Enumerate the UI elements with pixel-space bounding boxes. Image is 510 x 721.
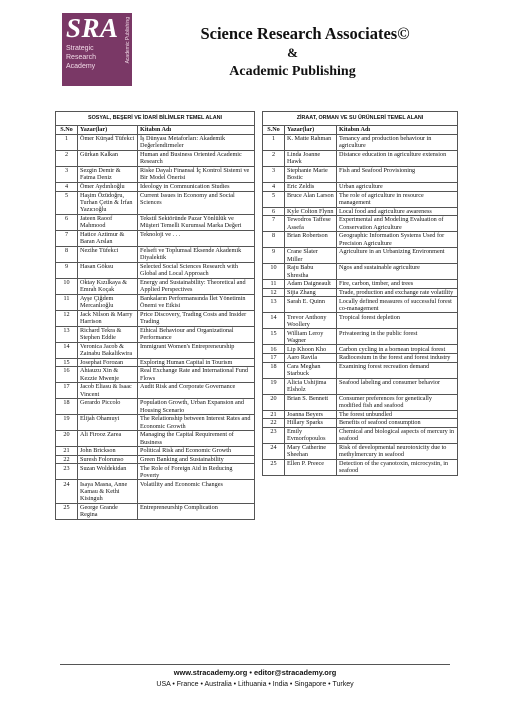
table-row (263, 191, 458, 207)
row-number: 9 (56, 262, 78, 278)
row-book-title: Benefits of seafood consumption (337, 419, 458, 428)
row-author: Gürkan Kalkan (78, 150, 138, 166)
row-book-title: Ethical Behaviour and Organizational Performance (138, 326, 255, 342)
column-header: Yazar(lar) (78, 126, 138, 135)
row-number: 16 (263, 345, 285, 354)
row-author: Linda Joanne Hawk (285, 150, 337, 166)
table-row (56, 294, 255, 310)
row-number: 3 (56, 166, 78, 182)
row-number: 12 (263, 288, 285, 297)
table-row (56, 150, 255, 166)
page-subtitle: Academic Publishing (229, 64, 356, 79)
column-header: Kitabın Adı (337, 126, 458, 135)
row-book-title: Managing the Capital Requirement of Business (138, 431, 255, 447)
row-number: 10 (56, 278, 78, 294)
row-author: Richard Tekra & Stephen Eddie (78, 326, 138, 342)
row-number: 10 (263, 264, 285, 280)
logo-side-text: Academic Publishing (125, 17, 131, 64)
table-row (263, 313, 458, 329)
row-number: 23 (263, 427, 285, 443)
row-number: 8 (56, 246, 78, 262)
row-book-title: Tenancy and production behaviour in agriculture (337, 134, 458, 150)
row-number: 13 (263, 297, 285, 313)
row-book-title: Fire, carbon, timber, and trees (337, 280, 458, 289)
table-row (263, 345, 458, 354)
row-author: Suresh Folorunso (78, 455, 138, 464)
row-number: 24 (56, 480, 78, 503)
row-number: 4 (263, 182, 285, 191)
row-author: William Leroy Wagner (285, 329, 337, 345)
table-row (56, 182, 255, 191)
row-book-title: Locally defined measures of successful forest co-management (337, 297, 458, 313)
row-number: 16 (56, 367, 78, 383)
row-author: Crane Slater Miller (285, 248, 337, 264)
table-row (263, 297, 458, 313)
row-book-title: Local food and agriculture awareness (337, 207, 458, 216)
row-number: 19 (56, 415, 78, 431)
row-number: 5 (56, 191, 78, 214)
row-author: Raju Babu Shrestha (285, 264, 337, 280)
table-row (56, 310, 255, 326)
row-author: Stephanie Marie Bostic (285, 166, 337, 182)
row-book-title: Ideology in Communication Studies (138, 182, 255, 191)
row-author: Ömer Kürşad Tüfekci (78, 134, 138, 150)
footer-countries: USA • France • Australia • Lithuania • India • Singapore • Turkey (156, 681, 354, 688)
row-author: Sijia Zhang (285, 288, 337, 297)
row-number: 2 (56, 150, 78, 166)
row-author: Brian Robertson (285, 232, 337, 248)
table-row (56, 464, 255, 480)
row-book-title: Fish and Seafood Provisioning (337, 166, 458, 182)
table-row (263, 394, 458, 410)
row-number: 24 (263, 443, 285, 459)
table-row (56, 503, 255, 519)
table-row (263, 427, 458, 443)
row-book-title: Audit Risk and Corporate Governance (138, 383, 255, 399)
row-book-title: Consumer preferences for genetically modified fish and seafood (337, 394, 458, 410)
row-author: Kyle Colton Flynn (285, 207, 337, 216)
table-body (263, 134, 458, 475)
column-header: Kitabın Adı (138, 126, 255, 135)
row-book-title: The Relationship between Interest Rates and Economic Growth (138, 415, 255, 431)
row-book-title: Population Growth, Urban Expansion and Housing Scenario (138, 399, 255, 415)
row-book-title: Chemical and biological aspects of mercury in seafood (337, 427, 458, 443)
logo-subtext-line: Strategic (66, 45, 94, 52)
row-author: Alicia Ushijima Elsholz (285, 378, 337, 394)
table-row (56, 415, 255, 431)
row-book-title: Immigrant Women's Entrepreneurship (138, 342, 255, 358)
row-book-title: Real Exchange Rate and International Fund Flows (138, 367, 255, 383)
row-number: 2 (263, 150, 285, 166)
table-row (56, 262, 255, 278)
row-author: Adam Daigneault (285, 280, 337, 289)
row-number: 25 (56, 503, 78, 519)
table-row (56, 326, 255, 342)
row-number: 21 (56, 447, 78, 456)
row-number: 13 (56, 326, 78, 342)
row-book-title: The role of agriculture in resource management (337, 191, 458, 207)
row-number: 4 (56, 182, 78, 191)
row-book-title: Bankaların Performansında İlet Yönetimin Önemi ve Etkisi (138, 294, 255, 310)
row-number: 14 (56, 342, 78, 358)
row-author: Hasan Göksu (78, 262, 138, 278)
row-number: 20 (56, 431, 78, 447)
row-book-title: Privateering in the public forest (337, 329, 458, 345)
table-row (56, 367, 255, 383)
table-row (56, 455, 255, 464)
row-author: George Grande Regina (78, 503, 138, 519)
row-book-title: Energy and Sustainability: Theoretical and Applied Perspectives (138, 278, 255, 294)
row-author: Ayşe Çiğdem Mercanlıoğlu (78, 294, 138, 310)
table-row (56, 342, 255, 358)
table-row (263, 419, 458, 428)
table-row (56, 166, 255, 182)
row-author: Jacob Eliasu & Isaac Vincent (78, 383, 138, 399)
row-book-title: Trade, production and exchange rate volatility (337, 288, 458, 297)
table-row (56, 214, 255, 230)
logo-subtext (66, 44, 96, 71)
row-author: Nezihe Tüfekci (78, 246, 138, 262)
table-row (263, 207, 458, 216)
row-number: 23 (56, 464, 78, 480)
row-author: Aaro Ravila (285, 353, 337, 362)
row-number: 15 (263, 329, 285, 345)
table-row (263, 410, 458, 419)
row-author: Lip Khoon Kho (285, 345, 337, 354)
table-row (263, 459, 458, 475)
table-row (263, 443, 458, 459)
row-book-title: Examining forest recreation demand (337, 362, 458, 378)
page-title: Science Research Associates© (200, 24, 410, 43)
row-author: Bruce Alan Larson (285, 191, 337, 207)
table-row (263, 288, 458, 297)
row-number: 1 (56, 134, 78, 150)
row-number: 9 (263, 248, 285, 264)
row-author: Suzan Woldekidan (78, 464, 138, 480)
row-number: 18 (263, 362, 285, 378)
row-author: Ömer Aydınlıoğlu (78, 182, 138, 191)
table-row (263, 280, 458, 289)
row-author: Ahiauzu Xin & Kezzie Mwenje (78, 367, 138, 383)
row-number: 22 (56, 455, 78, 464)
row-book-title: Detection of the cyanotoxin, microcystin, in seafood (337, 459, 458, 475)
row-book-title: Volatility and Economic Changes (138, 480, 255, 503)
table-row (56, 480, 255, 503)
row-author: Isaya Masna, Anne Kamau & Kethi Kisinguh (78, 480, 138, 503)
row-book-title: Human and Business Oriented Academic Research (138, 150, 255, 166)
table-row (263, 166, 458, 182)
footer-divider (60, 664, 450, 665)
table-row (56, 431, 255, 447)
table-row (263, 150, 458, 166)
row-number: 20 (263, 394, 285, 410)
table-row (263, 232, 458, 248)
table-row (56, 278, 255, 294)
row-book-title: Distance education in agriculture extension (337, 150, 458, 166)
row-number: 25 (263, 459, 285, 475)
table-caption: SOSYAL, BEŞERİ VE İDARİ BİLİMLER TEMEL ALANI (56, 112, 255, 126)
row-book-title: Entrepreneurship Complication (138, 503, 255, 519)
column-header: S.No (56, 126, 78, 135)
row-book-title: Tropical forest depletion (337, 313, 458, 329)
row-number: 1 (263, 134, 285, 150)
row-book-title: Seafood labeling and consumer behavior (337, 378, 458, 394)
logo-subtext-line: Research (66, 54, 96, 61)
row-author: Hatice Aztimur & Baran Arslan (78, 230, 138, 246)
row-book-title: Teknoloji ve . . . (138, 230, 255, 246)
table-row (263, 182, 458, 191)
row-author: Ellen P. Preece (285, 459, 337, 475)
row-author: Joanna Beyers (285, 410, 337, 419)
row-book-title: Green Banking and Sustainability (138, 455, 255, 464)
row-author: Veronica Jacob & Zainabu Bakalikwira (78, 342, 138, 358)
row-book-title: Geographic Information Systems Used for Precision Agriculture (337, 232, 458, 248)
logo-subtext-line: Academy (66, 63, 96, 70)
row-number: 6 (263, 207, 285, 216)
row-author: Hillary Sparks (285, 419, 337, 428)
row-book-title: Urban agriculture (337, 182, 458, 191)
table-row (56, 399, 255, 415)
table-row (56, 191, 255, 214)
table-row (263, 216, 458, 232)
row-book-title: Current Issues in Economy and Social Sciences (138, 191, 255, 214)
row-author: Eric Zeldis (285, 182, 337, 191)
table-row (56, 230, 255, 246)
agriculture-table (262, 111, 458, 476)
table-row (56, 383, 255, 399)
row-author: Tewodros Taffese Assefa (285, 216, 337, 232)
row-author: Josephat Forozan (78, 358, 138, 367)
row-book-title: Carbon cycling in a bornean tropical forest (337, 345, 458, 354)
row-book-title: Felsefi ve Toplumsal Eksende Akademik Diyalektik (138, 246, 255, 262)
row-author: Sezgin Demir & Fatma Deniz (78, 166, 138, 182)
row-book-title: Ngos and sustainable agriculture (337, 264, 458, 280)
row-number: 6 (56, 214, 78, 230)
row-author: Mary Catherine Sheehan (285, 443, 337, 459)
row-number: 22 (263, 419, 285, 428)
column-header: Yazar(lar) (285, 126, 337, 135)
row-book-title: Price Discovery, Trading Costs and Insider Trading (138, 310, 255, 326)
row-number: 19 (263, 378, 285, 394)
row-number: 7 (263, 216, 285, 232)
table-row (56, 246, 255, 262)
table-row (56, 447, 255, 456)
row-book-title: The forest unbundled (337, 410, 458, 419)
row-author: Gerardo Piccolo (78, 399, 138, 415)
row-number: 17 (263, 353, 285, 362)
row-author: Oktay Kızılkaya & Emrah Koçak (78, 278, 138, 294)
row-book-title: The Role of Foreign Aid in Reducing Poverty (138, 464, 255, 480)
row-author: Ali Firooz Zarea (78, 431, 138, 447)
row-number: 21 (263, 410, 285, 419)
row-author: Jack Nilson & Marry Harrison (78, 310, 138, 326)
row-number: 18 (56, 399, 78, 415)
row-author: John Brickson (78, 447, 138, 456)
row-author: Trevor Anthony Woollery (285, 313, 337, 329)
table-caption: ZİRAAT, ORMAN VE SU ÜRÜNLERİ TEMEL ALANI (263, 112, 458, 126)
table-body (56, 134, 255, 519)
row-book-title: Tekstil Sektöründe Pazar Yönlülük ve Müşteri Temelli Kurumsal Marka Değeri (138, 214, 255, 230)
row-book-title: Agriculture in an Urbanizing Environment (337, 248, 458, 264)
table-row (263, 378, 458, 394)
table-row (56, 134, 255, 150)
row-book-title: Radiocesium in the forest and forest industry (337, 353, 458, 362)
row-number: 3 (263, 166, 285, 182)
row-author: Jateen Raoof Mahmood (78, 214, 138, 230)
column-header: S.No (263, 126, 285, 135)
row-number: 15 (56, 358, 78, 367)
row-book-title: Experimental and Modeling Evaluation of Conservation Agriculture (337, 216, 458, 232)
sra-logo (62, 13, 132, 86)
row-number: 8 (263, 232, 285, 248)
row-number: 14 (263, 313, 285, 329)
row-number: 5 (263, 191, 285, 207)
row-author: Elijah Ohamuyi (78, 415, 138, 431)
row-number: 12 (56, 310, 78, 326)
row-author: Cara Meghan Starbuck (285, 362, 337, 378)
row-number: 7 (56, 230, 78, 246)
row-author: Haşim Özüdoğru, Turhan Çetin & İrfan Yazıcıoğlu (78, 191, 138, 214)
row-book-title: Exploring Human Capital in Tourism (138, 358, 255, 367)
ampersand: & (287, 45, 298, 60)
footer-contact: www.stracademy.org • editor@stracademy.org (173, 668, 337, 677)
table-row (263, 134, 458, 150)
table-row (263, 264, 458, 280)
table-row (263, 248, 458, 264)
row-number: 11 (263, 280, 285, 289)
row-book-title: Risk of developmental neurotoxicity due to methylmercury in seafood (337, 443, 458, 459)
row-book-title: Riske Dayalı Finansal İç Kontrol Sistemi ve Bir Model Önerisi (138, 166, 255, 182)
row-author: Brian S. Bennett (285, 394, 337, 410)
row-author: K. Matte Rahman (285, 134, 337, 150)
row-book-title: Political Risk and Economic Growth (138, 447, 255, 456)
logo-text: SRA (66, 13, 119, 43)
table-row (263, 362, 458, 378)
row-number: 17 (56, 383, 78, 399)
table-row (263, 353, 458, 362)
table-row (56, 358, 255, 367)
row-book-title: Selected Social Sciences Research with Global and Local Approach (138, 262, 255, 278)
row-author: Sarah E. Quinn (285, 297, 337, 313)
row-book-title: İş Dünyası Metaforları: Akademik Değerlendirmeler (138, 134, 255, 150)
social-sciences-table (55, 111, 255, 520)
row-author: Emily Evmorfopoulos (285, 427, 337, 443)
row-number: 11 (56, 294, 78, 310)
table-row (263, 329, 458, 345)
